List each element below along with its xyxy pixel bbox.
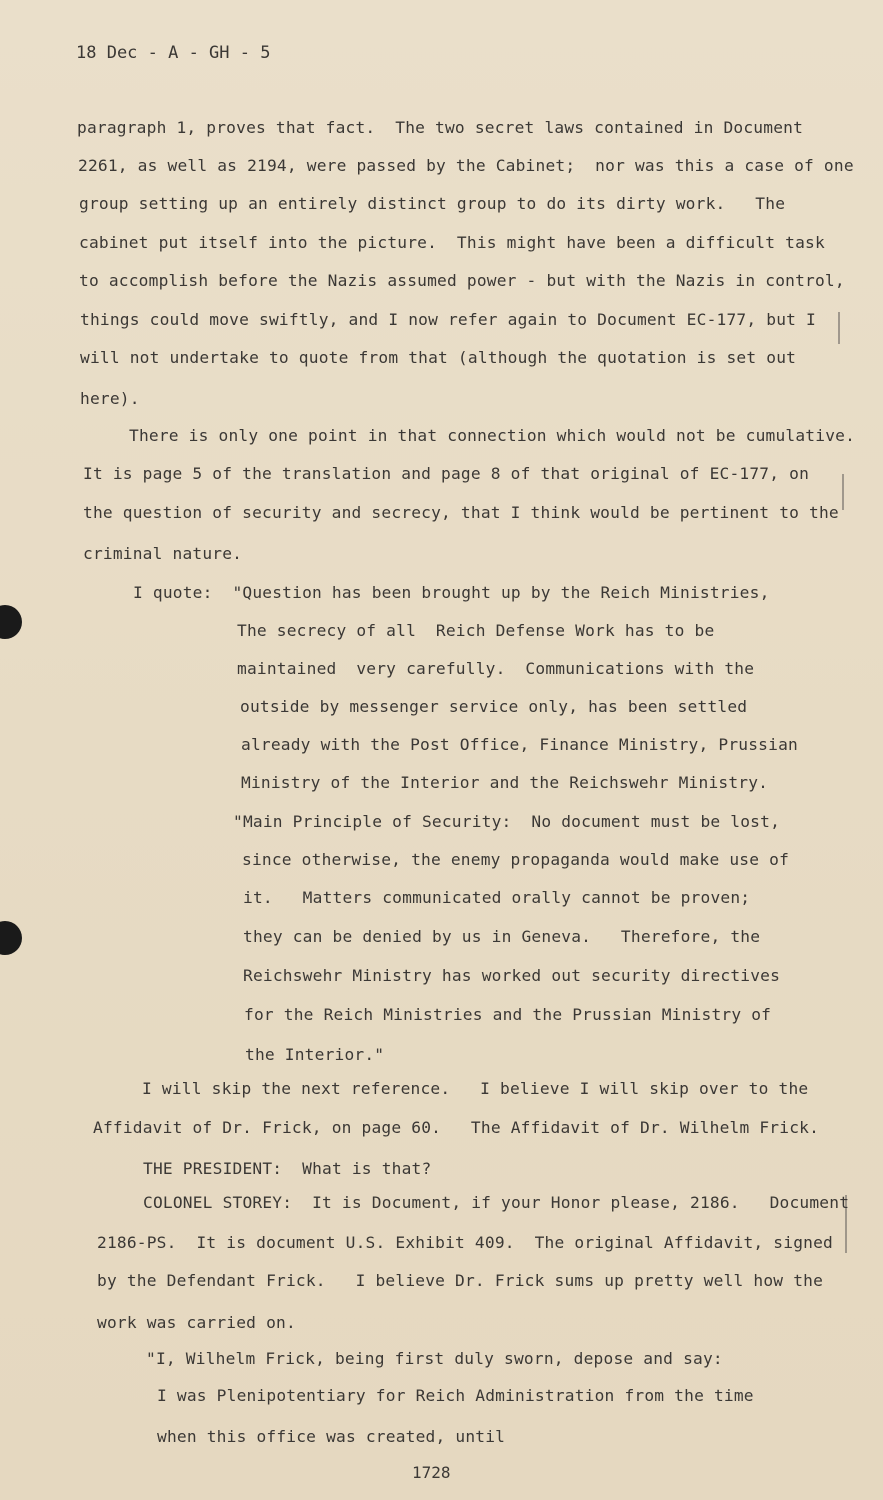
text-line: paragraph 1, proves that fact. The two secret laws contained in Document <box>77 118 804 137</box>
text-line: Ministry of the Interior and the Reichswehr Ministry. <box>241 773 769 792</box>
text-line: The secrecy of all Reich Defense Work has to be <box>237 621 715 640</box>
text-line: There is only one point in that connection which would not be cumulative. <box>129 426 856 445</box>
text-line: I was Plenipotentiary for Reich Administration from the time <box>157 1386 754 1405</box>
text-line: criminal nature. <box>83 544 243 563</box>
text-line: already with the Post Office, Finance Ministry, Prussian <box>241 735 798 754</box>
page-number: 1728 <box>412 1463 451 1482</box>
page-header: 18 Dec - A - GH - 5 <box>76 43 271 63</box>
text-line: when this office was created, until <box>157 1427 506 1446</box>
text-line: "I, Wilhelm Frick, being first duly sworn, depose and say: <box>146 1349 723 1368</box>
text-line: for the Reich Ministries and the Prussian Ministry of <box>244 1005 772 1024</box>
text-line: outside by messenger service only, has been settled <box>240 697 748 716</box>
text-line: since otherwise, the enemy propaganda would make use of <box>242 850 790 869</box>
text-line: COLONEL STOREY: It is Document, if your Honor please, 2186. Document <box>143 1193 850 1212</box>
text-line: I quote: "Question has been brought up by the Reich Ministries, <box>133 583 770 602</box>
text-line: here). <box>80 389 140 408</box>
text-line: cabinet put itself into the picture. This might have been a difficult task <box>79 233 825 252</box>
text-line: they can be denied by us in Geneva. Therefore, the <box>243 927 761 946</box>
text-line: I will skip the next reference. I believe I will skip over to the <box>142 1079 809 1098</box>
text-line: Affidavit of Dr. Frick, on page 60. The Affidavit of Dr. Wilhelm Frick. <box>93 1118 820 1137</box>
text-line: THE PRESIDENT: What is that? <box>143 1159 432 1178</box>
text-line: It is page 5 of the translation and page 8 of that original of EC-177, on <box>83 464 810 483</box>
text-line: will not undertake to quote from that (although the quotation is set out <box>80 348 797 367</box>
binder-hole-bottom <box>0 921 22 955</box>
text-line: "Main Principle of Security: No document must be lost, <box>233 812 781 831</box>
text-line: maintained very carefully. Communications with the <box>237 659 755 678</box>
text-line: work was carried on. <box>97 1313 296 1332</box>
text-line: things could move swiftly, and I now refer again to Document EC-177, but I <box>80 310 816 329</box>
margin-mark <box>842 474 844 510</box>
text-line: the Interior." <box>245 1045 385 1064</box>
text-line: to accomplish before the Nazis assumed power - but with the Nazis in control, <box>79 271 845 290</box>
text-line: group setting up an entirely distinct group to do its dirty work. The <box>79 194 786 213</box>
text-line: 2186-PS. It is document U.S. Exhibit 409. The original Affidavit, signed <box>97 1233 833 1252</box>
binder-hole-top <box>0 605 22 639</box>
text-line: the question of security and secrecy, that I think would be pertinent to the <box>83 503 839 522</box>
text-line: it. Matters communicated orally cannot be proven; <box>243 888 751 907</box>
text-line: Reichswehr Ministry has worked out security directives <box>243 966 781 985</box>
text-line: by the Defendant Frick. I believe Dr. Frick sums up pretty well how the <box>97 1271 824 1290</box>
margin-mark <box>838 312 840 344</box>
text-line: 2261, as well as 2194, were passed by the Cabinet; nor was this a case of one <box>78 156 854 175</box>
